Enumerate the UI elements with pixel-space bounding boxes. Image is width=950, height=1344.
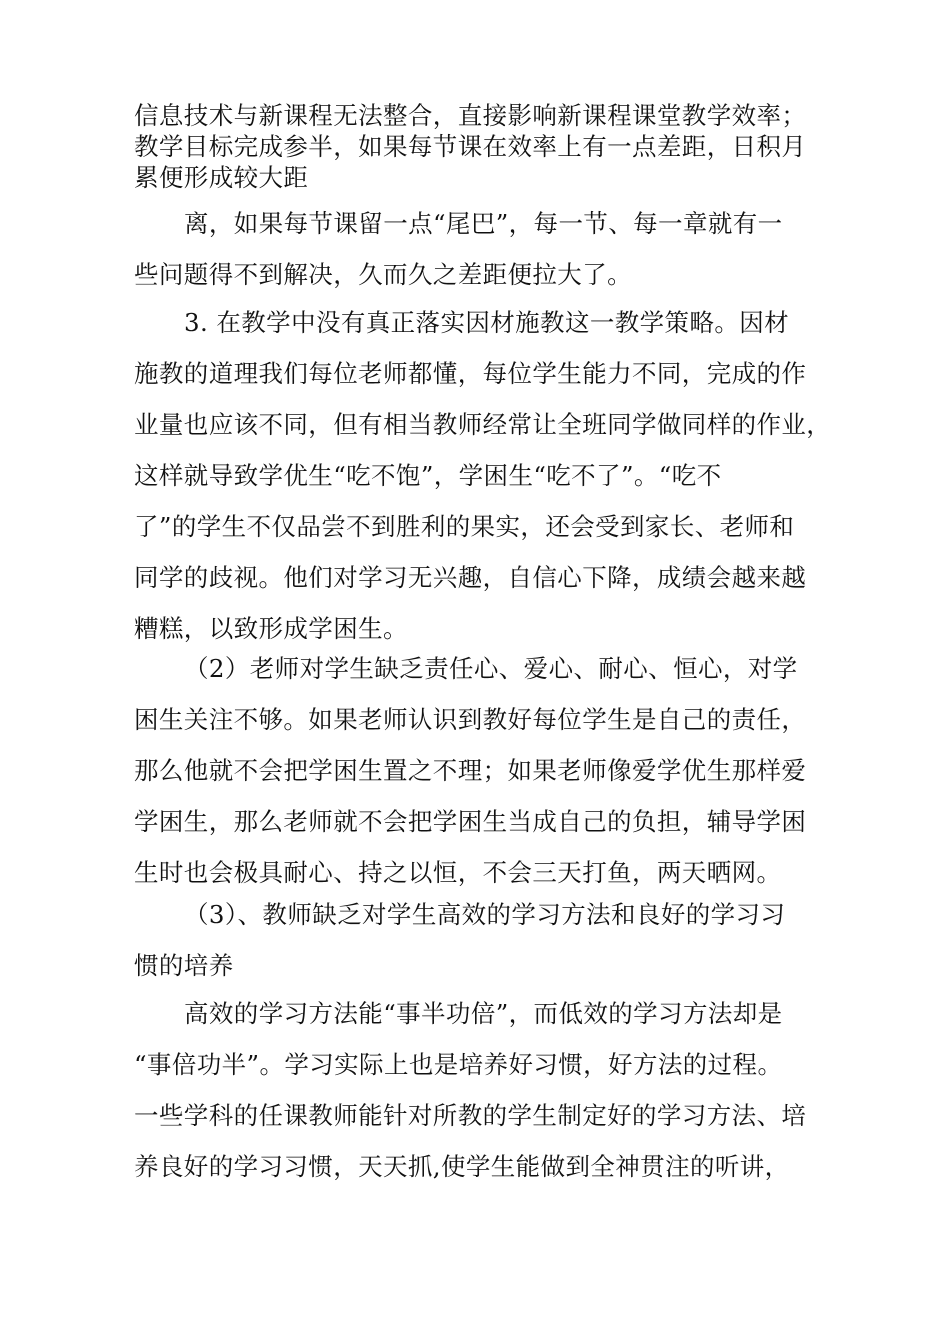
text-line: 业量也应该不同，但有相当教师经常让全班同学做同样的作业，: [134, 410, 832, 439]
text-line: 了”的学生不仅品尝不到胜利的果实，还会受到家长、老师和: [134, 512, 795, 541]
text-line: “事倍功半”。学习实际上也是培养好习惯，好方法的过程。: [134, 1050, 783, 1079]
text-line: 3. 在教学中没有真正落实因材施教这一教学策略。因材: [184, 308, 790, 337]
paragraph-5: [134, 988, 834, 1192]
text-line: 这样就导致学优生“吃不饱”，学困生“吃不了”。“吃不: [134, 461, 722, 490]
text-line: 同学的歧视。他们对学习无兴趣，自信心下降，成绩会越来越: [134, 563, 807, 592]
text-line: 离，如果每节课留一点“尾巴”，每一节、每一章就有一: [184, 209, 783, 238]
text-line: 些问题得不到解决，久而久之差距便拉大了。: [134, 260, 632, 289]
text-line: 教学目标完成参半，如果每节课在效率上有一点差距，日积月: [134, 132, 807, 161]
text-line: 生时也会极具耐心、持之以恒，不会三天打鱼，两天晒网。: [134, 858, 782, 887]
text-line: 施教的道理我们每位老师都懂，每位学生能力不同，完成的作: [134, 359, 807, 388]
paragraph-3: [134, 643, 834, 898]
text-line: 学困生，那么老师就不会把学困生当成自己的负担，辅导学困: [134, 807, 807, 836]
text-line: 糟糕，以致形成学困生。: [134, 614, 408, 643]
text-line: （2）老师对学生缺乏责任心、爱心、耐心、恒心，对学: [184, 654, 798, 683]
paragraph-4: [134, 889, 834, 991]
text-line: 信息技术与新课程无法整合，直接影响新课程课堂教学效率；: [134, 101, 807, 130]
intro-text-block: [134, 100, 834, 193]
paragraph-1: [134, 198, 834, 300]
text-line: 那么他就不会把学困生置之不理；如果老师像爱学优生那样爱: [134, 756, 807, 785]
text-line: 惯的培养: [134, 951, 234, 980]
paragraph-2: [134, 297, 834, 654]
text-line: 累便形成较大距: [134, 163, 309, 192]
text-line: 困生关注不够。如果老师认识到教好每位学生是自己的责任，: [134, 705, 807, 734]
text-line: 一些学科的任课教师能针对所教的学生制定好的学习方法、培: [134, 1101, 807, 1130]
text-line: 养良好的学习习惯，天天抓,使学生能做到全神贯注的听讲，: [134, 1152, 790, 1181]
text-line: 高效的学习方法能“事半功倍”，而低效的学习方法却是: [184, 999, 783, 1028]
text-line: （3）、教师缺乏对学生高效的学习方法和良好的学习习: [184, 900, 786, 929]
